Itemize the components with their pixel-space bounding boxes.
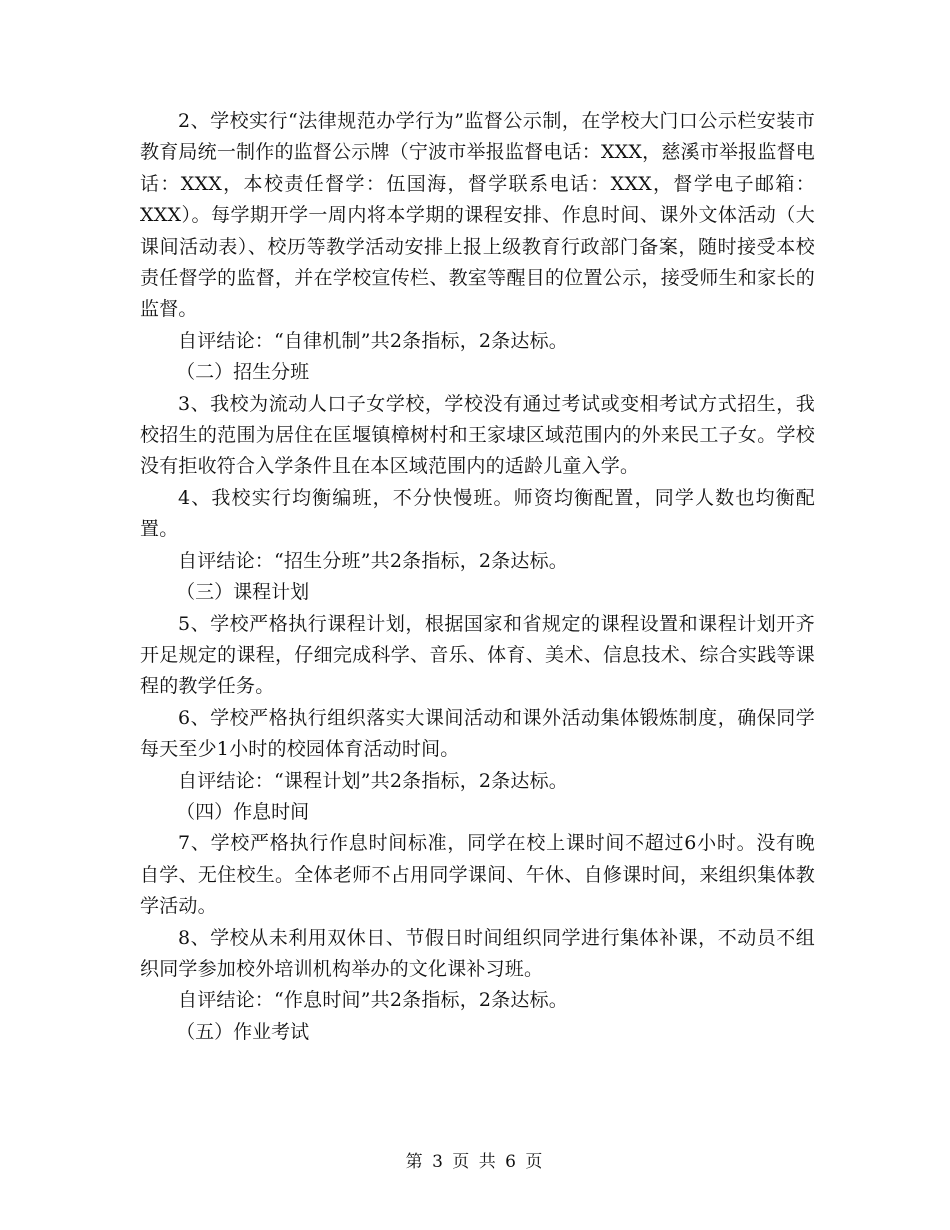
paragraph-curriculum-plan: 5、学校严格执行课程计划，根据国家和省规定的课程设置和课程计划开齐开足规定的课程，仔细完成科学、音乐、体育、美术、信息技术、综合实践等课程的教学任务。 [140, 612, 815, 698]
paragraph-conclusion-schedule: 自评结论：“作息时间”共2条指标，2条达标。 [178, 989, 569, 1012]
paragraph-enrollment-scope: 3、我校为流动人口子女学校，学校没有通过考试或变相考试方式招生，我校招生的范围为居住在匡堰镇樟树村和王家埭区域范围内的外来民工子女。学校没有拒收符合入学条件且在本区域范围内的适龄儿童入学。 [140, 392, 815, 478]
paragraph-no-extra-classes: 8、学校从未利用双休日、节假日时间组织同学进行集体补课，不动员不组织同学参加校外培训机构举办的文化课补习班。 [140, 926, 815, 980]
paragraph-supervision-disclosure: 2、学校实行“法律规范办学行为”监督公示制，在学校大门口公示栏安装市教育局统一制作的监督公示牌（宁波市举报监督电话：XXX，慈溪市举报监督电话：XXX，本校责任督学：伍国海，督学联系电话：XXX，督学电子邮箱：XXX）。每学期开学一周内将本学期的课程安排、作息时间、课外文体活动（大课间活动表）、校历等教学活动安排上报上级教育行政部门备案，随时接受本校责任督学的监督，并在学校宣传栏、教室等醒目的位置公示，接受师生和家长的监督。 [140, 110, 815, 321]
paragraph-conclusion-curriculum: 自评结论：“课程计划”共2条指标，2条达标。 [178, 769, 569, 792]
section-heading-schedule: （四）作息时间 [176, 800, 310, 823]
paragraph-physical-activity: 6、学校严格执行组织落实大课间活动和课外活动集体锻炼制度，确保同学每天至少1小时的校园体育活动时间。 [140, 706, 815, 761]
page-number-footer: 第 3 页 共 6 页 [405, 1152, 545, 1172]
paragraph-conclusion-enrollment: 自评结论：“招生分班”共2条指标，2条达标。 [178, 549, 569, 572]
document-body [140, 106, 815, 1048]
paragraph-balanced-classes: 4、我校实行均衡编班，不分快慢班。师资均衡配置，同学人数也均衡配置。 [140, 486, 815, 541]
paragraph-conclusion-self-discipline: 自评结论：“自律机制”共2条指标，2条达标。 [178, 329, 569, 352]
section-heading-enrollment: （二）招生分班 [176, 361, 310, 384]
paragraph-schedule-standard: 7、学校严格执行作息时间标准，同学在校上课时间不超过6小时。没有晚自学、无住校生。全体老师不占用同学课间、午休、自修课时间，来组织集体教学活动。 [140, 832, 815, 918]
section-heading-curriculum: （三）课程计划 [176, 581, 310, 604]
section-heading-homework-exams: （五）作业考试 [176, 1020, 310, 1043]
